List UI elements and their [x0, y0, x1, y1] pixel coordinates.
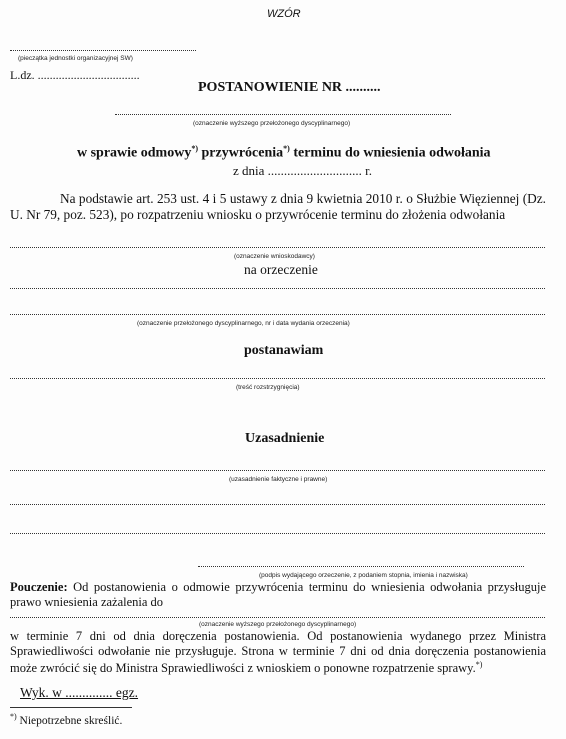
justification-caption: (uzasadnienie faktyczne i prawne)	[229, 476, 328, 483]
signature-caption: (podpis wydającego orzeczenie, z podaniem stopnia, imienia i nazwiska)	[259, 572, 468, 579]
footnote: *) Niepotrzebne skreślić.	[10, 712, 123, 727]
notice-text: Od postanowienia o odmowie przywrócenia terminu do wniesienia odwołania przysługuje prawo wniesienia zażalenia do	[10, 580, 546, 609]
justification-heading: Uzasadnienie	[245, 431, 325, 446]
superior-caption: (oznaczenie wyższego przełożonego dyscyplinarnego)	[193, 120, 351, 127]
ldz-line: L.dz. ..................................	[10, 68, 140, 82]
stamp-line	[10, 50, 196, 51]
decide-heading: postanawiam	[244, 343, 324, 358]
resolution-caption: (treść rozstrzygnięcia)	[236, 384, 300, 391]
on-ruling-label: na orzeczenie	[244, 262, 318, 277]
footnote-rule	[10, 707, 132, 708]
deadline-paragraph: w terminie 7 dni od dnia doręczenia postanowienia. Od postanowienia wydanego przez Ministra Sprawiedliwości odwołanie nie przysługuje. Strona w terminie 7 dni od dnia doręczenia postanowienia może zwrócić się do Ministra Sprawiedliwości z wnioskiem o ponowne rozpatrzenie sprawy.*)	[10, 629, 546, 676]
stamp-caption: (pieczątka jednostki organizacyjnej SW)	[18, 55, 133, 62]
ruling-caption: (oznaczenie przełożonego dyscyplinarnego, nr i data wydania orzeczenia)	[137, 320, 350, 327]
resolution-line	[10, 378, 545, 379]
justification-line-2	[10, 504, 545, 505]
ruling-line-2	[10, 314, 545, 315]
applicant-caption: (oznaczenie wnioskodawcy)	[234, 253, 315, 260]
superior-line	[115, 114, 451, 115]
notice-paragraph	[10, 580, 546, 610]
template-label: WZÓR	[267, 8, 301, 20]
ruling-line-1	[10, 288, 545, 289]
date-line: z dnia ............................. r.	[233, 163, 373, 178]
complaint-authority-line	[10, 617, 545, 618]
applicant-line	[10, 247, 545, 248]
justification-line-3	[10, 533, 545, 534]
justification-line-1	[10, 470, 545, 471]
notice-label: Pouczenie:	[10, 580, 68, 594]
signature-line	[198, 566, 524, 567]
copies-line: Wyk. w .............. egz.	[20, 685, 139, 700]
document-title: POSTANOWIENIE NR ..........	[198, 80, 381, 95]
complaint-authority-caption: (oznaczenie wyższego przełożonego dyscyplinarnego)	[199, 621, 357, 628]
subject-line: w sprawie odmowy*) przywrócenia*) terminu do wniesienia odwołania	[77, 144, 491, 161]
intro-paragraph: Na podstawie art. 253 ust. 4 i 5 ustawy z dnia 9 kwietnia 2010 r. o Służbie Więziennej (Dz. U. Nr 79, poz. 523), po rozpatrzeniu wniosku o przywrócenie terminu do złożenia odwołania	[10, 191, 546, 222]
